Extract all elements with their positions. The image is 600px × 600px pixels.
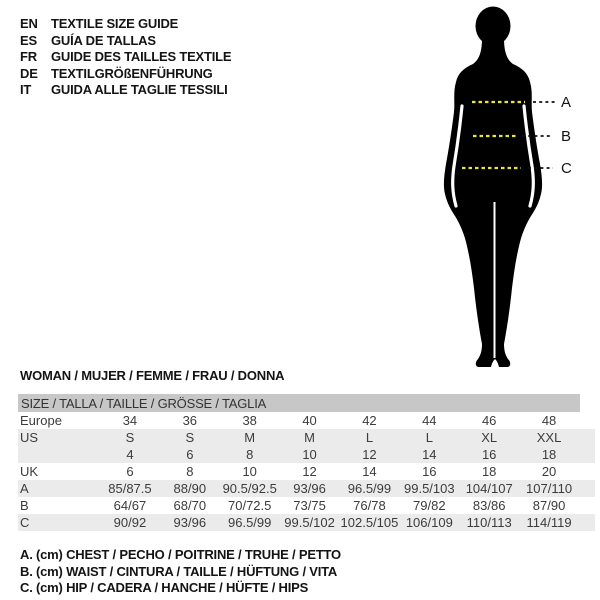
size-cell: 44	[422, 413, 437, 428]
table-row-hip-c	[18, 514, 595, 531]
language-code: EN	[20, 16, 38, 31]
size-cell: 87/90	[532, 498, 566, 513]
size-cell: 48	[541, 413, 557, 428]
table-row-uk	[18, 463, 595, 480]
size-cell: 114/119	[526, 515, 572, 530]
table-row-chest-a	[18, 480, 595, 497]
language-row-fr	[20, 49, 231, 66]
language-code: DE	[20, 65, 38, 81]
size-cell: 73/75	[293, 498, 326, 513]
language-label: GUIDE DES TAILLES TEXTILE	[51, 49, 232, 64]
language-label: GUIDA ALLE TAGLIE TESSILI	[51, 82, 228, 97]
size-cell: 42	[362, 413, 377, 428]
size-cell: 36	[182, 413, 198, 428]
size-cell: 99.5/103	[404, 481, 455, 496]
size-cell: 12	[302, 464, 317, 479]
size-cell: 6	[186, 447, 194, 462]
table-row-us-letters	[18, 429, 595, 446]
table-row-waist-b	[18, 497, 595, 514]
size-cell: 12	[362, 447, 377, 462]
row-label: C	[20, 515, 30, 530]
size-cell: 34	[122, 413, 138, 428]
size-cell: 16	[481, 447, 497, 462]
size-cell: 104/107	[465, 481, 513, 496]
marker-label-a: A	[561, 94, 572, 111]
size-table-header	[18, 394, 580, 412]
size-cell: 10	[242, 464, 257, 479]
size-cell: XXL	[536, 430, 562, 445]
row-label: A	[20, 481, 29, 496]
language-row-en	[20, 16, 231, 33]
size-cell: 70/72.5	[228, 498, 272, 513]
size-cell: 85/87.5	[108, 481, 152, 496]
size-cell: 106/109	[405, 515, 453, 530]
table-row-us-numbers	[18, 446, 595, 463]
row-label: Europe	[20, 413, 62, 428]
size-cell: 90.5/92.5	[222, 481, 277, 496]
size-cell: 40	[302, 413, 317, 428]
size-cell: 76/78	[353, 498, 386, 513]
language-row-it	[20, 82, 231, 99]
language-label: GUÍA DE TALLAS	[51, 32, 156, 48]
size-table	[18, 394, 595, 531]
language-row-es	[20, 33, 231, 50]
language-code: FR	[20, 49, 37, 64]
size-cell: 88/90	[173, 481, 207, 496]
table-row-europe	[18, 412, 595, 429]
size-cell: L	[425, 430, 433, 445]
size-cell: 8	[246, 447, 254, 462]
size-cell: 99.5/102	[284, 515, 335, 530]
language-label: TEXTILE SIZE GUIDE	[51, 16, 179, 31]
size-cell: 18	[481, 464, 497, 479]
row-label: B	[20, 498, 29, 513]
size-cell: 64/67	[113, 498, 147, 513]
size-cell: S	[125, 430, 135, 445]
legend-hip: C. (cm) HIP / CADERA / HANCHE / HÜFTE / HIPS	[20, 580, 309, 595]
size-cell: 18	[541, 447, 557, 462]
silhouette-body	[444, 38, 542, 367]
language-code: IT	[20, 82, 32, 97]
size-cell: 110/113	[466, 515, 512, 530]
size-cell: 83/86	[472, 498, 506, 513]
size-cell: 46	[481, 413, 497, 428]
marker-label-c: C	[561, 160, 572, 177]
language-label: TEXTILGRÖßENFÜHRUNG	[51, 65, 213, 81]
size-cell: 14	[422, 447, 437, 462]
size-table-header-label: SIZE / TALLA / TAILLE / GRÖSSE / TAGLIA	[21, 395, 267, 411]
size-cell: 93/96	[173, 515, 207, 530]
size-cell: M	[244, 430, 256, 445]
woman-silhouette-figure	[421, 0, 586, 380]
language-list	[20, 16, 231, 99]
size-cell: 96.5/99	[228, 515, 272, 530]
size-cell: 8	[186, 464, 194, 479]
row-label: US	[20, 430, 39, 445]
marker-label-b: B	[561, 128, 572, 145]
size-cell: 14	[362, 464, 377, 479]
size-cell: 107/110	[526, 481, 573, 496]
size-cell: 16	[422, 464, 437, 479]
size-cell: L	[365, 430, 374, 445]
size-cell: 93/96	[293, 481, 326, 496]
size-cell: XL	[481, 430, 498, 445]
size-cell: 38	[242, 413, 257, 428]
language-code: ES	[20, 32, 37, 48]
legend-chest: A. (cm) CHEST / PECHO / POITRINE / TRUHE / PETTO	[20, 547, 341, 562]
size-cell: 10	[302, 447, 317, 462]
size-cell: 20	[541, 464, 557, 479]
size-cell: 6	[126, 464, 134, 479]
language-row-de	[20, 66, 231, 83]
size-cell: 79/82	[413, 498, 446, 513]
legend-waist: B. (cm) WAIST / CINTURA / TAILLE / HÜFTUNG / VITA	[20, 563, 338, 579]
gender-heading: WOMAN / MUJER / FEMME / FRAU / DONNA	[20, 368, 285, 383]
measurement-legend	[20, 547, 341, 597]
size-cell: 90/92	[113, 515, 147, 530]
size-cell: 102.5/105	[340, 515, 399, 530]
size-cell: 96.5/99	[347, 481, 392, 496]
size-cell: S	[185, 430, 195, 445]
size-cell: 68/70	[173, 498, 207, 513]
size-cell: M	[304, 430, 315, 445]
size-cell: 4	[126, 447, 134, 462]
row-label: UK	[20, 464, 39, 479]
